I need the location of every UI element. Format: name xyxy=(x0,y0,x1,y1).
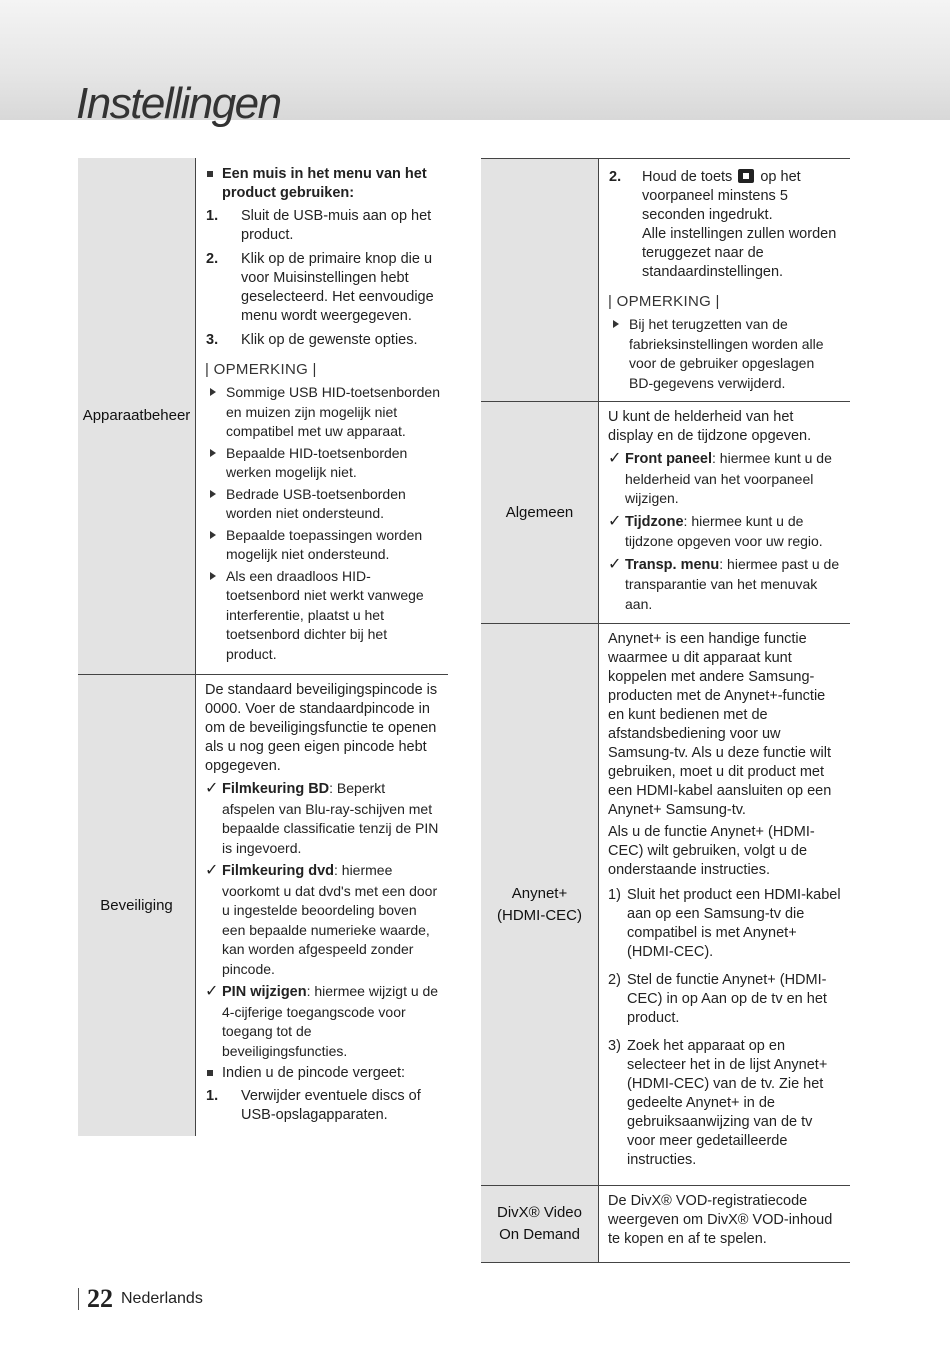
label-line: On Demand xyxy=(499,1226,580,1243)
check-term: Filmkeuring dvd xyxy=(222,863,334,879)
label-line: DivX® Video xyxy=(497,1204,582,1221)
footer-language: Nederlands xyxy=(121,1290,203,1307)
paragraph: Anynet+ is een handige functie waarmee u dit apparaat kunt koppelen met andere Samsung-producten met de Anynet+-functie en kunt bedienen met de afstandsbediening voor uw Samsung-tv. Als u deze functie wilt gebruiken, moet u dit product met een HDMI-kabel aansluiten op een Anynet+ Samsung-tv. xyxy=(608,631,832,818)
label-line: (HDMI-CEC) xyxy=(497,906,582,924)
numbered-step xyxy=(205,1087,440,1125)
row-label-apparaatbeheer: Apparaatbeheer xyxy=(78,158,196,675)
check-icon: ✓ xyxy=(205,780,219,797)
step-number: 3) xyxy=(608,1038,621,1054)
note-item: Bedrade USB-toetsenborden worden niet ondersteund. xyxy=(205,485,440,524)
left-settings-table xyxy=(78,158,448,1136)
row-content-anynet xyxy=(599,624,851,1186)
check-text: : Beperkt afspelen van Blu-ray-schijven met bepaalde classificatie tenzij de PIN is ingevoerd. xyxy=(222,780,439,856)
row-beveiliging xyxy=(78,675,448,1137)
page-number: 22 xyxy=(87,1284,113,1313)
row-label-algemeen: Algemeen xyxy=(481,402,599,624)
step-text-after: op het voorpaneel minstens 5 seconden ingedrukt. xyxy=(642,169,801,223)
note-item: Bepaalde HID-toetsenborden werken mogelijk niet. xyxy=(205,444,440,483)
check-term: Tijdzone xyxy=(625,513,684,530)
intro-text: De standaard beveiligingspincode is 0000. Voer de standaardpincode in om de beveiligingsfunctie te openen als u nog geen eigen pincode hebt opgegeven. xyxy=(205,682,438,774)
numbered-step xyxy=(205,207,440,245)
check-term: PIN wijzigen xyxy=(222,984,307,1000)
step-number: 2. xyxy=(206,251,219,267)
row-content-beveiliging xyxy=(196,675,449,1137)
numbered-step xyxy=(608,886,842,962)
note-item: Sommige USB HID-toetsenborden en muizen zijn mogelijk niet compatibel met uw apparaat. xyxy=(205,383,440,442)
row-content-reset xyxy=(599,159,851,402)
check-text: : hiermee kunt u de tijdzone opgeven voor uw regio. xyxy=(625,512,823,549)
numbered-step xyxy=(608,971,842,1028)
intro-text: U kunt de helderheid van het display en de tijdzone opgeven. xyxy=(608,409,812,444)
check-text: : hiermee past u de transparantie van het menuvak aan. xyxy=(625,555,840,612)
square-bullet-item: Een muis in het menu van het product gebruiken: xyxy=(205,165,440,203)
check-text: : hiermee kunt u de helderheid van het voorpaneel wijzigen. xyxy=(625,450,832,506)
check-item xyxy=(205,982,440,1061)
row-reset-continued xyxy=(481,159,850,402)
step-text: Verwijder eventuele discs of USB-opslagapparaten. xyxy=(241,1088,421,1123)
label-line: Anynet+ xyxy=(511,884,568,902)
step-number: 1. xyxy=(206,1088,219,1104)
check-item xyxy=(608,512,842,552)
right-settings-table xyxy=(481,158,850,1263)
check-icon: ✓ xyxy=(608,512,622,530)
row-label-divx xyxy=(481,1186,599,1263)
row-label-anynet xyxy=(481,624,599,1186)
check-term: Front paneel xyxy=(625,451,713,467)
check-item xyxy=(608,555,842,615)
step-number: 1) xyxy=(608,887,621,903)
step-text: Sluit het product een HDMI-kabel aan op een Samsung-tv die compatibel is met Anynet+ (HDMI-CEC). xyxy=(627,887,841,960)
paragraph: De DivX® VOD-registratiecode weergeven om DivX® VOD-inhoud te kopen en af te spelen. xyxy=(608,1193,833,1247)
note-title: | OPMERKING | xyxy=(608,293,720,310)
numbered-step xyxy=(205,331,440,350)
check-icon: ✓ xyxy=(205,983,219,1000)
check-text: : hiermee wijzigt u de 4-cijferige toegangscode voor toegang tot de beveiligingsfuncties. xyxy=(222,983,439,1059)
check-text: : hiermee voorkomt u dat dvd's met een door u ingestelde beoordeling boven een bepaalde numerieke waarde, kan worden afgespeeld zonder pincode. xyxy=(222,862,438,977)
note-title: | OPMERKING | xyxy=(205,361,317,378)
check-item xyxy=(608,449,842,509)
step-extra-text: Alle instellingen zullen worden teruggezet naar de standaardinstellingen. xyxy=(642,226,837,280)
step-number: 2) xyxy=(608,972,621,988)
page-footer xyxy=(78,1284,203,1314)
row-anynet xyxy=(481,624,850,1186)
page-title: Instellingen xyxy=(76,79,281,128)
step-number: 2. xyxy=(609,169,622,185)
check-item xyxy=(205,779,440,858)
check-term: Filmkeuring BD xyxy=(222,781,330,797)
numbered-step xyxy=(608,1037,842,1170)
numbered-step xyxy=(608,168,842,282)
row-content-apparaatbeheer xyxy=(196,158,449,675)
note-item: Bij het terugzetten van de fabrieksinstellingen worden alle voor de gebruiker opgeslagen BD-gegevens verwijderd. xyxy=(608,315,842,393)
row-divx xyxy=(481,1186,850,1263)
row-content-divx xyxy=(599,1186,851,1263)
footer-divider xyxy=(78,1288,79,1310)
row-apparaatbeheer xyxy=(78,158,448,675)
row-label-beveiliging: Beveiliging xyxy=(78,675,196,1137)
step-text: Klik op de primaire knop die u voor Muisinstellingen hebt geselecteerd. Het eenvoudige menu wordt weergegeven. xyxy=(241,251,434,324)
step-text: Sluit de USB-muis aan op het product. xyxy=(241,208,432,243)
check-item xyxy=(205,861,440,979)
step-text-before: Houd de toets xyxy=(642,169,733,185)
stop-key-icon xyxy=(738,169,754,183)
numbered-step xyxy=(205,250,440,326)
row-content-algemeen xyxy=(599,402,851,624)
check-icon: ✓ xyxy=(608,555,622,573)
step-number: 1. xyxy=(206,208,219,224)
row-label-empty xyxy=(481,159,599,402)
note-item: Bepaalde toepassingen worden mogelijk niet ondersteund. xyxy=(205,526,440,565)
check-term: Transp. menu xyxy=(625,556,720,573)
step-text: Zoek het apparaat op en selecteer het in de lijst Anynet+ (HDMI-CEC) van de tv. Zie het gedeelte Anynet+ in de gebruiksaanwijzing van de tv voor meer gedetailleerde instructies. xyxy=(627,1038,828,1168)
step-text: Klik op de gewenste opties. xyxy=(241,332,418,348)
check-icon: ✓ xyxy=(608,450,622,467)
row-algemeen xyxy=(481,402,850,624)
note-item: Als een draadloos HID-toetsenbord niet werkt vanwege interferentie, plaatst u het toetsenbord dichter bij het product. xyxy=(205,567,440,665)
paragraph: Als u de functie Anynet+ (HDMI-CEC) wilt gebruiken, volgt u de onderstaande instructies. xyxy=(608,824,815,878)
step-number: 3. xyxy=(206,332,219,348)
step-text: Stel de functie Anynet+ (HDMI-CEC) in op Aan op de tv en het product. xyxy=(627,972,827,1026)
square-bullet-item: Indien u de pincode vergeet: xyxy=(205,1064,440,1083)
check-icon: ✓ xyxy=(205,862,219,879)
